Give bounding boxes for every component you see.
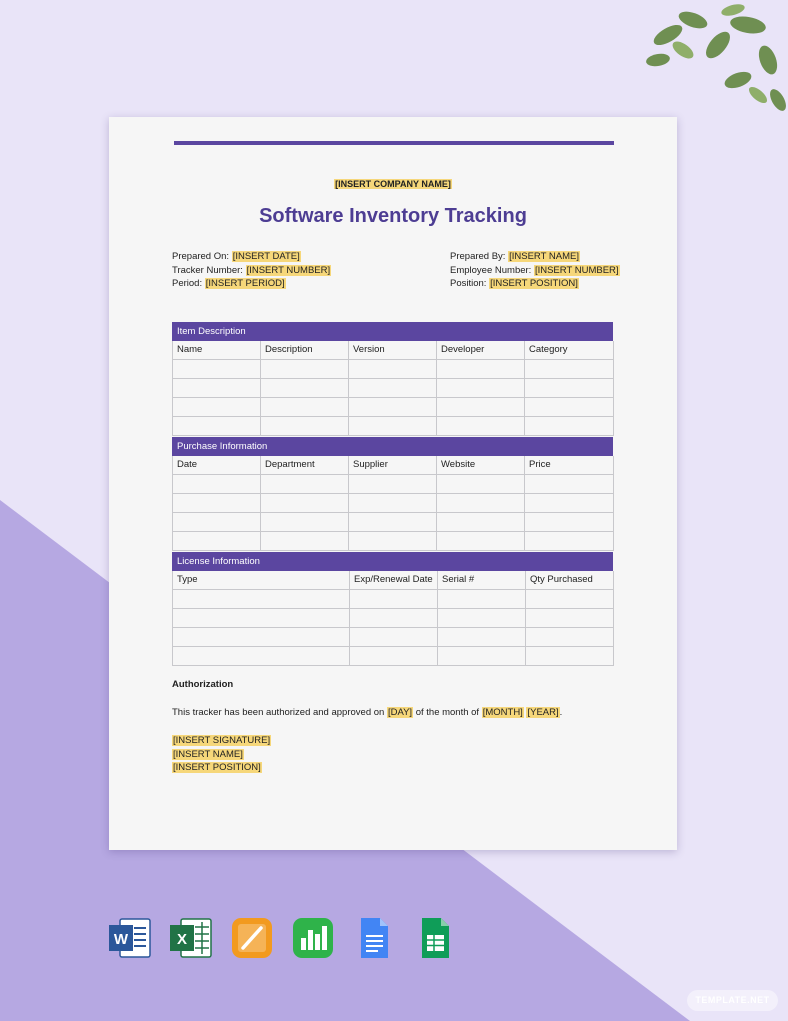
table-cell[interactable] (261, 398, 349, 417)
table-cell[interactable] (173, 475, 261, 494)
table-cell[interactable] (173, 360, 261, 379)
table-cell[interactable] (261, 475, 349, 494)
table-cell[interactable] (525, 398, 614, 417)
column-header: Description (261, 341, 349, 360)
table-cell[interactable] (173, 513, 261, 532)
table-cell[interactable] (437, 417, 525, 436)
table-grid (172, 456, 613, 551)
table-cell[interactable] (173, 398, 261, 417)
column-header: Department (261, 456, 349, 475)
table-cell[interactable] (525, 379, 614, 398)
table-cell[interactable] (173, 647, 350, 666)
svg-text:X: X (176, 931, 188, 948)
meta-label: Period: (172, 278, 203, 289)
meta-value: [INSERT POSITION] (490, 278, 578, 289)
column-header: Price (525, 456, 614, 475)
meta-value: [INSERT DATE] (232, 251, 300, 262)
table-cell[interactable] (437, 379, 525, 398)
column-header: Name (173, 341, 261, 360)
table-cell[interactable] (525, 513, 614, 532)
table-cell[interactable] (349, 494, 437, 513)
year-placeholder: [YEAR] (527, 707, 559, 718)
numbers-icon[interactable] (291, 916, 335, 960)
meta-label: Position: (450, 278, 487, 289)
watermark: TEMPLATE.NET (687, 990, 778, 1011)
table-cell[interactable] (437, 398, 525, 417)
signature-placeholder: [INSERT SIGNATURE] (173, 735, 271, 746)
authorization-text: This tracker has been authorized and approved on [DAY] of the month of [MONTH] [YEAR]. (172, 707, 563, 718)
table-cell[interactable] (438, 590, 526, 609)
table-cell[interactable] (526, 628, 614, 647)
table-cell[interactable] (525, 360, 614, 379)
table-cell[interactable] (349, 475, 437, 494)
meta-label: Prepared By: (450, 251, 506, 262)
item-description-table (172, 322, 613, 436)
column-header: Date (173, 456, 261, 475)
meta-row (450, 250, 620, 264)
table-cell[interactable] (525, 417, 614, 436)
column-header: Category (525, 341, 614, 360)
table-cell[interactable] (350, 647, 438, 666)
company-name (109, 179, 677, 189)
meta-label: Employee Number: (450, 264, 532, 276)
table-cell[interactable] (438, 647, 526, 666)
table-grid (172, 341, 613, 436)
column-header: Website (437, 456, 525, 475)
meta-value: [INSERT PERIOD] (205, 278, 285, 289)
column-header: Type (173, 571, 350, 590)
table-cell[interactable] (349, 532, 437, 551)
table-cell[interactable] (437, 513, 525, 532)
pages-icon[interactable] (230, 916, 274, 960)
table-cell[interactable] (261, 513, 349, 532)
word-icon[interactable] (108, 916, 152, 960)
column-header: Qty Purchased (526, 571, 614, 590)
table-cell[interactable] (350, 609, 438, 628)
auth-text-middle: of the month of (415, 707, 480, 718)
svg-text:W: W (113, 931, 129, 948)
meta-row (172, 264, 331, 278)
table-cell[interactable] (350, 590, 438, 609)
google-sheets-icon[interactable] (413, 916, 457, 960)
meta-row (172, 277, 331, 291)
column-header: Supplier (349, 456, 437, 475)
meta-row (450, 277, 620, 291)
table-cell[interactable] (525, 532, 614, 551)
table-cell[interactable] (261, 360, 349, 379)
position-placeholder: [INSERT POSITION] (173, 762, 261, 773)
excel-icon[interactable] (169, 916, 213, 960)
document-title: Software Inventory Tracking (259, 205, 527, 227)
column-header: Developer (437, 341, 525, 360)
column-header: Exp/Renewal Date (350, 571, 438, 590)
table-cell[interactable] (526, 647, 614, 666)
table-cell[interactable] (173, 417, 261, 436)
company-name-placeholder: [INSERT COMPANY NAME] (335, 179, 451, 189)
table-cell[interactable] (526, 590, 614, 609)
table-cell[interactable] (173, 379, 261, 398)
table-cell[interactable] (349, 398, 437, 417)
column-header: Version (349, 341, 437, 360)
meta-value: [INSERT NUMBER] (246, 264, 331, 276)
table-cell[interactable] (261, 494, 349, 513)
table-cell[interactable] (349, 379, 437, 398)
table-cell[interactable] (261, 417, 349, 436)
plant-decoration (638, 0, 788, 130)
table-cell[interactable] (349, 513, 437, 532)
meta-row (450, 264, 620, 278)
table-cell[interactable] (438, 609, 526, 628)
table-cell[interactable] (173, 628, 350, 647)
meta-left (172, 250, 331, 291)
name-placeholder: [INSERT NAME] (173, 748, 243, 760)
meta-value: [INSERT NUMBER] (534, 264, 619, 276)
top-rule (174, 141, 614, 145)
table-cell[interactable] (438, 628, 526, 647)
authorization-title: Authorization (172, 679, 234, 690)
authorization-fields (172, 734, 271, 775)
table-cell[interactable] (350, 628, 438, 647)
table-cell[interactable] (349, 360, 437, 379)
auth-text-before: This tracker has been authorized and approved on (172, 707, 385, 718)
meta-label: Tracker Number: (172, 264, 243, 276)
section-header: License Information (172, 552, 613, 571)
table-cell[interactable] (261, 379, 349, 398)
meta-label: Prepared On: (172, 251, 230, 262)
table-grid (172, 571, 613, 666)
app-icons-row (108, 916, 457, 960)
table-cell[interactable] (525, 494, 614, 513)
table-cell[interactable] (261, 532, 349, 551)
meta-right (450, 250, 620, 291)
day-placeholder: [DAY] (387, 707, 413, 718)
purchase-information-table (172, 437, 613, 551)
section-header: Purchase Information (172, 437, 613, 456)
license-information-table (172, 552, 613, 666)
table-cell[interactable] (173, 590, 350, 609)
meta-row (172, 250, 331, 264)
table-cell[interactable] (437, 475, 525, 494)
table-cell[interactable] (173, 494, 261, 513)
table-cell[interactable] (173, 609, 350, 628)
google-docs-icon[interactable] (352, 916, 396, 960)
table-cell[interactable] (526, 609, 614, 628)
table-cell[interactable] (437, 360, 525, 379)
section-header: Item Description (172, 322, 613, 341)
month-placeholder: [MONTH] (482, 707, 523, 718)
column-header: Serial # (438, 571, 526, 590)
table-cell[interactable] (437, 532, 525, 551)
table-cell[interactable] (349, 417, 437, 436)
table-cell[interactable] (525, 475, 614, 494)
meta-value: [INSERT NAME] (509, 251, 579, 262)
table-cell[interactable] (437, 494, 525, 513)
document-page (109, 117, 677, 850)
table-cell[interactable] (173, 532, 261, 551)
